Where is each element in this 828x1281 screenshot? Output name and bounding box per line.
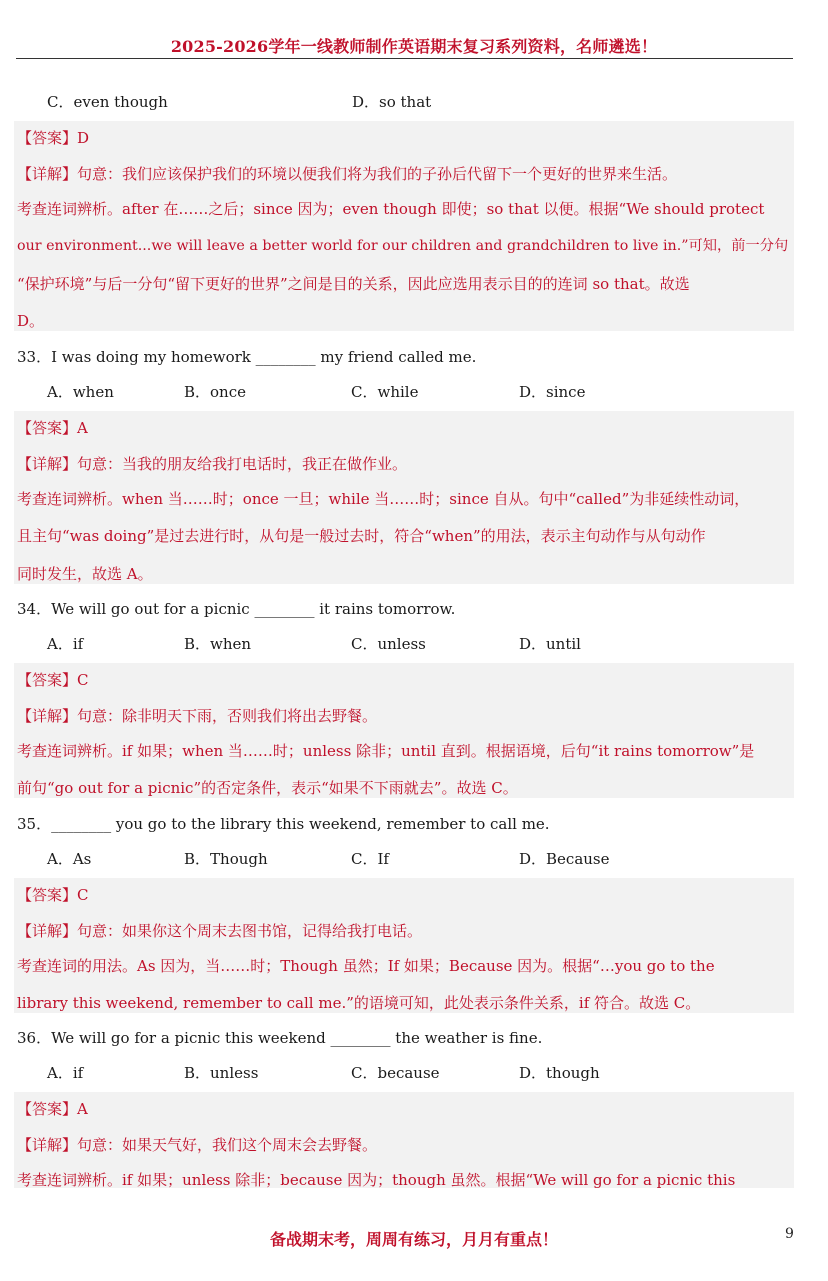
q36-stem: 36．We will go for a picnic this weekend ________ the weather is fine. [17,1029,543,1047]
q34-explanation-line: 考查连词辨析。if 如果；when 当……时；unless 除非；until 直到。根据语境，后句“it rains tomorrow”是 [17,742,755,760]
q33-explanation-line: 且主句“was doing”是过去进行时，从句是一般过去时，符合“when”的用法，表示主句动作与从句动作 [17,527,706,545]
q36-explanation-line: 考查连词辨析。if 如果；unless 除非；because 因为；though 虽然。根据“We will go for a picnic this [17,1171,736,1189]
q33-explanation-line: 同时发生，故选 A。 [17,565,153,583]
q34-answer: 【答案】C [17,671,89,689]
q33-option-d: D．since [519,383,586,401]
q36-option-a: A．if [47,1064,84,1082]
q32-explanation-line: 考查连词辨析。after 在……之后；since 因为；even though 即使；so that 以便。根据“We should protect [17,200,765,218]
q35-explanation-line: 考查连词的用法。As 因为，当……时；Though 虽然；If 如果；Because 因为。根据“…you go to the [17,957,715,975]
q35-explanation-line: library this weekend, remember to call me.”的语境可知，此处表示条件关系，if 符合。故选 C。 [17,994,701,1012]
q32-explanation-line: “保护环境”与后一分句“留下更好的世界”之间是目的关系，因此应选用表示目的的连词 so that。故选 [17,275,690,293]
q36-option-c: C．because [351,1064,440,1082]
q32-answer-box [14,121,794,331]
q36-answer: 【答案】A [17,1100,88,1118]
q36-option-b: B．unless [184,1064,259,1082]
q33-stem: 33．I was doing my homework ________ my friend called me. [17,348,477,366]
q35-option-a: A．As [47,850,92,868]
q35-stem: 35．________ you go to the library this weekend, remember to call me. [17,815,550,833]
q33-option-a: A．when [47,383,114,401]
q35-option-d: D．Because [519,850,610,868]
q33-explanation-line: 考查连词辨析。when 当……时；once 一旦；while 当……时；since 自从。句中“called”为非延续性动词， [17,490,750,508]
q33-option-b: B．once [184,383,246,401]
q34-stem: 34．We will go out for a picnic ________ it rains tomorrow. [17,600,456,618]
q34-explanation-line: 【详解】句意：除非明天下雨，否则我们将出去野餐。 [17,707,378,725]
q35-answer: 【答案】C [17,886,89,904]
q32-option-d: D．so that [352,93,432,111]
q33-explanation-line: 【详解】句意：当我的朋友给我打电话时，我正在做作业。 [17,455,408,473]
q32-explanation-line: D。 [17,312,45,330]
page-number: 9 [785,1226,794,1242]
q34-option-d: D．until [519,635,581,653]
page-header: 2025-2026学年一线教师制作英语期末复习系列资料，名师遴选！ [170,37,658,56]
q32-answer: 【答案】D [17,129,90,147]
q34-option-c: C．unless [351,635,426,653]
q35-explanation-line: 【详解】句意：如果你这个周末去图书馆，记得给我打电话。 [17,922,423,940]
q32-explanation-line: 【详解】句意：我们应该保护我们的环境以便我们将为我们的子孙后代留下一个更好的世界来生活。 [17,165,678,183]
q34-explanation-line: 前句“go out for a picnic”的否定条件，表示“如果不下雨就去”。故选 C。 [17,779,518,797]
q34-option-a: A．if [47,635,84,653]
q35-option-b: B．Though [184,850,268,868]
q32-option-c: C．even though [47,93,168,111]
q33-answer: 【答案】A [17,419,88,437]
header-divider [16,58,793,59]
page-footer: 备战期末考，周周有练习，月月有重点！ [269,1230,558,1249]
q33-option-c: C．while [351,383,419,401]
q34-option-b: B．when [184,635,252,653]
q36-option-d: D．though [519,1064,600,1082]
q36-explanation-line: 【详解】句意：如果天气好，我们这个周末会去野餐。 [17,1136,378,1154]
q32-explanation-line: our environment...we will leave a better world for our children and grandchildren to live in.”可知，前一分句 [17,238,789,254]
q35-option-c: C．If [351,850,389,868]
